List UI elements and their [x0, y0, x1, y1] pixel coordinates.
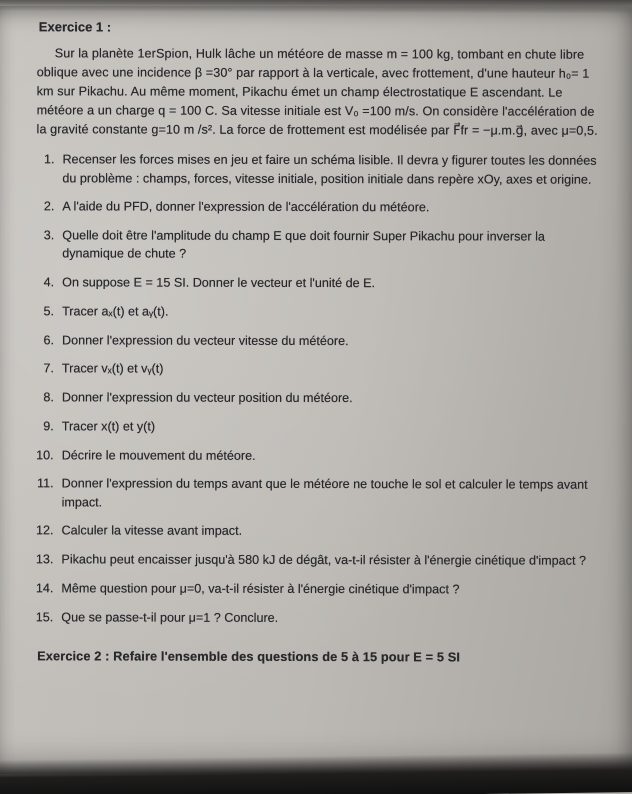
question-item	[36, 446, 606, 466]
question-number: 14.	[35, 581, 54, 596]
question-item	[36, 198, 606, 218]
question-list	[35, 151, 606, 628]
question-text: A l'aide du PFD, donner l'expression de l'accélération du météore.	[62, 199, 430, 215]
question-item	[35, 579, 605, 599]
question-item	[36, 417, 606, 437]
question-number: 9.	[43, 419, 54, 434]
question-text: Recenser les forces mises en jeu et faire un schéma lisible. Il devra y figurer toutes les données du problème : champs, forces, vitesse initiale, position initiale dans repère xOy, axes et origine.	[62, 152, 597, 187]
question-number: 15.	[35, 609, 54, 625]
question-number: 8.	[43, 390, 54, 405]
question-number: 2.	[43, 199, 55, 214]
question-item	[36, 475, 606, 513]
question-item	[36, 331, 606, 351]
question-item	[35, 608, 605, 628]
question-text: Calculer la vitesse avant impact.	[61, 523, 243, 539]
exercise2-title: Exercice 2 : Refaire l'ensemble des questions de 5 à 15 pour E = 5 SI	[37, 648, 461, 665]
exercise1-intro: Sur la planète 1erSpion, Hulk lâche un météore de masse m = 100 kg, tombant en chute libre oblique avec une incidence β =30° par rapport à la verticale, avec frottement, d'une hauteur h₀= 1 km sur Pikachu. Au même moment, Pikachu émet un champ électrostatique E ascendant. Le météore a un charge q = 100 C. Sa vitesse initiale est V₀ =100 m/s. On considère l'accélération de la gravité constante g=10 m /s². La force de frottement est modélisée par F⃗fr = −μ.m.g⃗, avec μ=0,5.	[36, 46, 598, 138]
question-text: Même question pour μ=0, va-t-il résister à l'énergie cinétique d'impact ?	[61, 581, 460, 597]
question-item	[36, 226, 606, 264]
question-text: On suppose E = 15 SI. Donner le vecteur et l'unité de E.	[62, 275, 376, 291]
question-item	[36, 360, 606, 380]
question-number: 13.	[35, 552, 54, 567]
question-number: 7.	[43, 361, 54, 376]
document-content	[35, 19, 607, 664]
question-number: 3.	[43, 228, 55, 243]
question-number: 4.	[43, 275, 55, 290]
question-number: 5.	[43, 304, 55, 319]
question-text: Décrire le mouvement du météore.	[61, 448, 256, 463]
question-text: Pikachu peut encaisser jusqu'à 580 kJ de dégât, va-t-il résister à l'énergie cinétique d'impact ?	[61, 552, 586, 568]
exercise1-title: Exercice 1 :	[38, 19, 112, 35]
question-text: Donner l'expression du vecteur position du météore.	[61, 390, 353, 406]
question-item	[36, 302, 606, 322]
question-item	[36, 388, 606, 408]
photo-edge-bottom	[0, 752, 632, 794]
document-paper	[0, 6, 632, 774]
question-item	[35, 522, 605, 542]
question-number: 10.	[36, 447, 54, 463]
question-text: Donner l'expression du vecteur vitesse du météore.	[61, 333, 349, 348]
question-text: Tracer vₓ(t) et vᵧ(t)	[61, 361, 164, 377]
question-item	[35, 550, 605, 570]
question-text: Que se passe-t-il pour μ=1 ? Conclure.	[61, 610, 279, 625]
question-number: 6.	[43, 332, 55, 348]
question-number: 1.	[43, 152, 55, 167]
question-item	[36, 151, 606, 189]
question-text: Quelle doit être l'amplitude du champ E que doit fournir Super Pikachu pour inverser la dynamique de chute ?	[62, 228, 545, 262]
question-number: 11.	[37, 476, 54, 491]
question-text: Donner l'expression du temps avant que le météore ne touche le sol et calculer le temps avant impact.	[61, 476, 588, 510]
question-text: Tracer x(t) et y(t)	[61, 419, 156, 434]
question-number: 12.	[35, 523, 54, 538]
question-item	[36, 273, 606, 293]
question-text: Tracer aₓ(t) et aᵧ(t).	[62, 304, 169, 319]
